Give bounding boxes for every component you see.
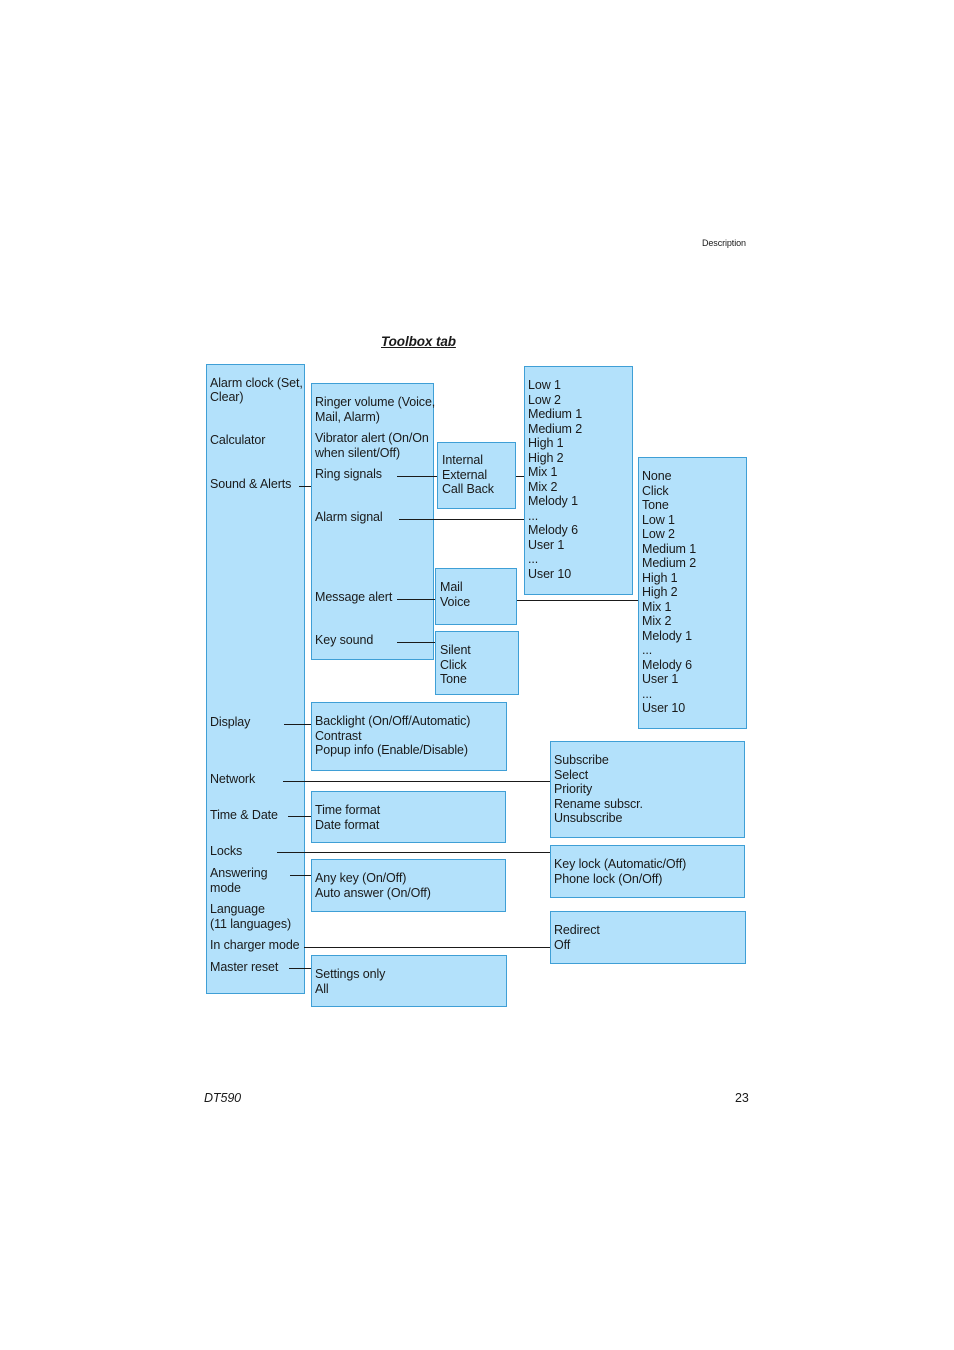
network-options-list (554, 753, 643, 826)
menu-calculator: Calculator (210, 433, 266, 447)
option-item: High 2 (528, 450, 564, 465)
option-item: Priority (554, 782, 593, 796)
option-item: High 1 (642, 570, 678, 585)
option-item: Low 2 (642, 527, 675, 541)
menu-language-line2: (11 languages) (210, 917, 292, 931)
option-item: Low 1 (642, 512, 675, 527)
sound-ringer-volume-line1: Ringer volume (Voice, (315, 395, 436, 409)
footer-page-number: 23 (735, 1091, 749, 1105)
menu-alarm-clock-line2: Clear) (210, 390, 244, 404)
sound-vibrator-alert-line2: when silent/Off) (315, 446, 401, 460)
ring-signal-types-list (442, 453, 494, 497)
option-item: Medium 1 (642, 541, 697, 556)
option-item: Low 1 (528, 378, 561, 392)
option-item: Subscribe (554, 753, 609, 767)
locks-options-list (554, 857, 686, 886)
option-item: Melody 6 (528, 523, 578, 537)
option-item: Mix 1 (528, 465, 558, 479)
option-item: All (315, 981, 329, 996)
option-item: User 10 (642, 701, 686, 715)
option-item: External (442, 467, 488, 482)
sound-message-alert: Message alert (315, 590, 393, 604)
option-item: Medium 2 (528, 421, 583, 436)
option-item: Redirect (554, 923, 600, 937)
menu-alarm-clock-line1: Alarm clock (Set, (210, 376, 303, 390)
option-item: ... (528, 508, 539, 523)
option-item: Mix 2 (642, 614, 672, 628)
option-item: ... (642, 686, 653, 701)
option-item: Unsubscribe (554, 811, 623, 825)
option-item: Silent (440, 643, 471, 657)
option-item: Off (554, 937, 571, 952)
menu-display: Display (210, 715, 251, 729)
option-item: Medium 1 (528, 407, 583, 421)
menu-network: Network (210, 772, 256, 786)
option-item: Voice (440, 594, 471, 609)
sound-ringer-volume-line2: Mail, Alarm) (315, 410, 380, 424)
sound-alarm-signal: Alarm signal (315, 510, 383, 524)
option-item: Melody 1 (528, 494, 578, 508)
option-item: High 1 (528, 436, 564, 450)
menu-master-reset: Master reset (210, 960, 279, 974)
message-alert-options-list (642, 469, 696, 716)
option-item: Backlight (On/Off/Automatic) (315, 714, 471, 728)
option-item: Time format (315, 803, 381, 817)
sound-ring-signals: Ring signals (315, 467, 382, 481)
option-item: Mix 2 (528, 479, 558, 494)
option-item: ... (528, 552, 539, 566)
option-item: Melody 1 (642, 628, 692, 643)
option-item: Auto answer (On/Off) (315, 885, 431, 900)
sound-vibrator-alert-line1: Vibrator alert (On/On (315, 431, 429, 445)
menu-language-line1: Language (210, 902, 265, 916)
time-date-options-list (315, 803, 380, 832)
display-options-list (315, 714, 470, 758)
menu-sound-alerts: Sound & Alerts (210, 477, 292, 491)
option-item: Mail (440, 580, 463, 594)
option-item: Melody 6 (642, 657, 692, 672)
option-item: Internal (442, 453, 483, 467)
option-item: Popup info (Enable/Disable) (315, 743, 468, 757)
option-item: Settings only (315, 967, 386, 981)
diagram-title: Toolbox tab (381, 334, 456, 349)
option-item: Tone (642, 498, 669, 512)
option-item: Key lock (Automatic/Off) (554, 857, 687, 871)
answering-options-list (315, 871, 431, 900)
menu-answering-mode-line2: mode (210, 881, 241, 895)
menu-in-charger-mode: In charger mode (210, 938, 300, 952)
option-item: Mix 1 (642, 599, 672, 614)
option-item: Date format (315, 817, 380, 832)
reset-options-list (315, 967, 385, 996)
option-item: User 1 (528, 537, 565, 552)
option-item: User 10 (528, 566, 572, 581)
ring-signal-options-list (528, 378, 582, 581)
option-item: ... (642, 643, 653, 657)
sound-key-sound: Key sound (315, 633, 374, 647)
option-item: None (642, 469, 672, 483)
option-item: User 1 (642, 672, 679, 686)
option-item: Click (440, 657, 467, 672)
menu-locks: Locks (210, 844, 243, 858)
option-item: Call Back (442, 482, 494, 496)
option-item: Medium 2 (642, 556, 697, 570)
option-item: Any key (On/Off) (315, 871, 407, 885)
section-label: Description (702, 238, 746, 248)
option-item: High 2 (642, 585, 678, 599)
option-item: Contrast (315, 728, 362, 743)
key-sound-options-list (440, 643, 471, 687)
message-alert-types-list (440, 580, 470, 609)
option-item: Select (554, 767, 589, 782)
option-item: Low 2 (528, 392, 561, 407)
menu-answering-mode-line1: Answering (210, 866, 268, 880)
option-item: Tone (440, 672, 467, 686)
option-item: Phone lock (On/Off) (554, 871, 663, 886)
option-item: Rename subscr. (554, 796, 643, 811)
option-item: Click (642, 483, 669, 498)
footer-model: DT590 (204, 1091, 242, 1105)
menu-time-date: Time & Date (210, 808, 278, 822)
charger-options-list (554, 923, 600, 952)
